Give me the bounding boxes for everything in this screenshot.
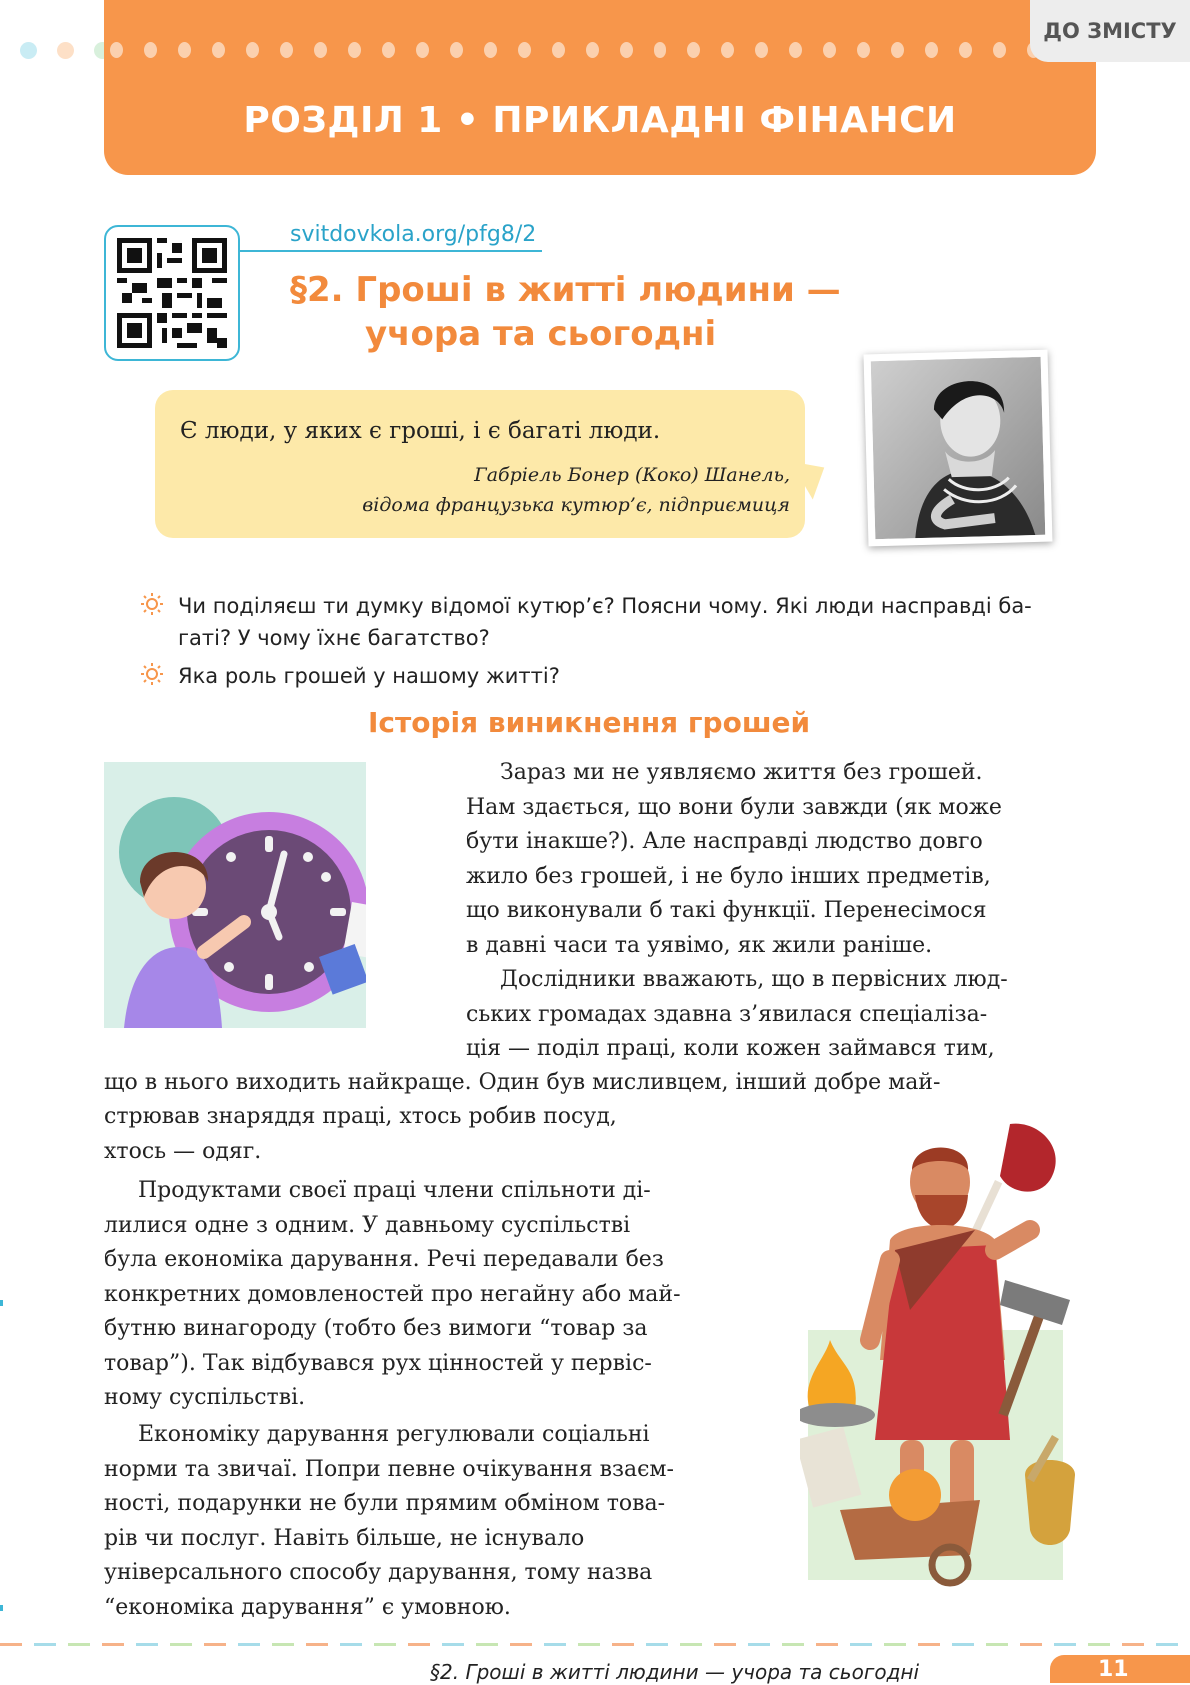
text-line: жило без грошей, і не було інших предметів, (466, 863, 991, 889)
text-line: норми та звичаї. Попри певне очікування взаєм- (104, 1456, 674, 1482)
text-line: була економіка дарування. Речі передавали без (104, 1247, 664, 1272)
footer-section-title: §2. Гроші в житті людини — учора та сьогодні (430, 1660, 920, 1684)
quote-author-name: Габріель Бонер (Коко) Шанель, (474, 464, 790, 486)
chapter-title: РОЗДІЛ 1 • ПРИКЛАДНІ ФІНАНСИ (243, 100, 957, 141)
portrait-photo (864, 350, 1053, 547)
qr-code-icon (117, 238, 227, 348)
text-line: “економіка дарування” є умовною. (104, 1594, 511, 1620)
quote-author (260, 460, 790, 520)
section-title-line2: учора та сьогодні (365, 314, 717, 354)
text-line: Нам здається, що вони були завжди (як може (466, 794, 1002, 820)
text-line: стрював знаряддя праці, хтось робив посуд, (104, 1104, 617, 1129)
text-line: ція — поділ праці, коли кожен займався тим, (466, 1036, 995, 1061)
text-line: ських громадах здавна з’явилася спеціаліза- (466, 1001, 988, 1027)
sun-icon (140, 592, 164, 625)
text-line: що в нього виходить найкраще. Один був мисливцем, інший добре май- (104, 1070, 941, 1095)
text-line: Економіку дарування регулювали соціальні (138, 1422, 650, 1447)
illustration-girl-clock (104, 762, 366, 1028)
sun-icon (140, 662, 164, 695)
text-line: конкретних домовленостей про негайну або май- (104, 1281, 681, 1307)
text-line: бути інакше?). Але насправді людство довго (466, 829, 983, 854)
question-item (140, 590, 1100, 654)
text-line: ності, подарунки не були прямим обміном това- (104, 1491, 666, 1516)
paragraph (104, 1174, 766, 1416)
qr-code[interactable] (104, 225, 240, 361)
side-mark (0, 1300, 3, 1306)
text-line: в давні часи та уявімо, як жили раніше. (466, 932, 933, 958)
text-line: Продуктами своєї праці члени спільноти ді- (138, 1178, 651, 1203)
paragraph (104, 1066, 1098, 1101)
text-line: товар”). Так відбувався рух цінностей у первіс- (104, 1350, 652, 1376)
portrait-image (871, 357, 1046, 539)
paragraph (104, 1100, 766, 1169)
quote-author-description: відома французька кутюр’є, підприємиця (362, 494, 790, 516)
paragraph (104, 1418, 766, 1625)
section-title (290, 268, 841, 356)
question-line: Чи поділяєш ти думку відомої кутюр’є? Поясни чому. Які люди насправді ба- (178, 594, 1032, 618)
caveman-illustration (800, 1110, 1100, 1590)
page-number: 11 (1050, 1655, 1190, 1683)
question-line: Яка роль грошей у нашому житті? (178, 664, 560, 688)
question-text (178, 660, 1098, 692)
question-item (140, 660, 1100, 692)
subheading: Історія виникнення грошей (368, 706, 811, 739)
text-line: бутню винагороду (тобто без вимоги “товар за (104, 1316, 648, 1341)
section-title-line1: Гроші в житті людини — (355, 270, 841, 310)
text-line: лилися одне з одним. У давньому суспільстві (104, 1212, 631, 1238)
text-line: що виконували б такі функції. Перенесімося (466, 898, 987, 923)
text-line: Зараз ми не уявляємо життя без грошей. (500, 760, 983, 785)
text-line: рів чи послуг. Навіть більше, не існувало (104, 1525, 585, 1551)
paragraph (466, 756, 1098, 963)
clock-illustration (104, 762, 366, 1028)
text-line: хтось — одяг. (104, 1138, 262, 1164)
footer-dashes (0, 1643, 1190, 1647)
toc-button[interactable]: ДО ЗМІСТУ (1030, 0, 1190, 62)
banner-dots-decoration (104, 42, 1040, 58)
text-line: ному суспільстві. (104, 1385, 306, 1410)
question-text (178, 590, 1098, 654)
section-url-link[interactable]: svitdovkola.org/pfg8/2 (290, 222, 537, 247)
question-line: гаті? У чому їхнє багатство? (178, 626, 490, 650)
qr-connector-line (238, 250, 542, 252)
section-number: §2. (290, 270, 344, 310)
text-line: Дослідники вважають, що в первісних люд- (500, 967, 1008, 992)
paragraph (466, 963, 1098, 1067)
quote-text: Є люди, у яких є гроші, і є багаті люди. (180, 418, 661, 444)
illustration-caveman (800, 1110, 1100, 1590)
side-mark (0, 1605, 3, 1611)
text-line: універсального способу дарування, тому назва (104, 1560, 653, 1585)
chapter-banner (104, 0, 1096, 175)
